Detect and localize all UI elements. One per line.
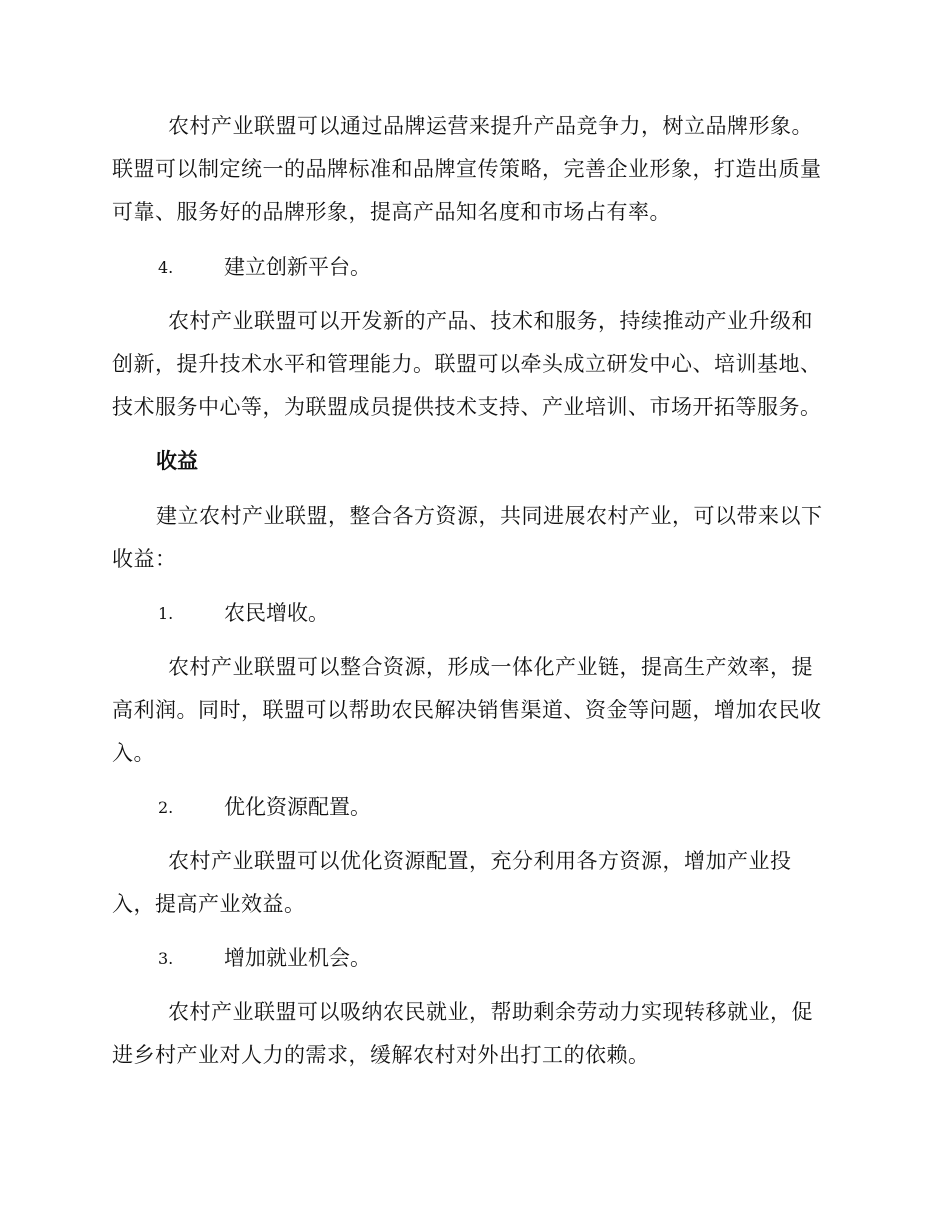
paragraph-line: 高利润。同时，联盟可以帮助农民解决销售渠道、资金等问题，增加农民收 xyxy=(112,698,822,722)
paragraph-line: 可靠、服务好的品牌形象，提高产品知名度和市场占有率。 xyxy=(112,200,671,224)
paragraph-line: 农村产业联盟可以通过品牌运营来提升产品竞争力，树立品牌形象。 xyxy=(168,114,813,138)
paragraph-line: 入，提高产业效益。 xyxy=(112,892,306,916)
paragraph-line: 进乡村产业对人力的需求，缓解农村对外出打工的依赖。 xyxy=(112,1043,650,1067)
paragraph-line: 技术服务中心等，为联盟成员提供技术支持、产业培训、市场开拓等服务。 xyxy=(112,395,822,419)
list-item-title: 优化资源配置。 xyxy=(224,795,371,819)
paragraph-line: 收益： xyxy=(112,547,177,571)
list-item-3 xyxy=(158,943,371,974)
paragraph-line: 农村产业联盟可以整合资源，形成一体化产业链，提高生产效率，提 xyxy=(168,655,813,679)
list-item-number: 2. xyxy=(158,798,174,817)
list-item-4 xyxy=(158,252,371,283)
paragraph-line: 创新，提升技术水平和管理能力。联盟可以牵头成立研发中心、培训基地、 xyxy=(112,352,822,376)
paragraph-line: 农村产业联盟可以吸纳农民就业，帮助剩余劳动力实现转移就业，促 xyxy=(168,1000,813,1024)
paragraph-line: 入。 xyxy=(112,741,155,765)
list-item-number: 3. xyxy=(158,949,174,968)
list-item-title: 农民增收。 xyxy=(224,601,329,625)
list-item-1 xyxy=(158,598,329,629)
paragraph-line: 农村产业联盟可以开发新的产品、技术和服务，持续推动产业升级和 xyxy=(168,309,813,333)
list-item-number: 4. xyxy=(158,258,174,277)
list-item-title: 建立创新平台。 xyxy=(224,255,371,279)
paragraph-farmer-income xyxy=(112,646,838,775)
paragraph-resource-allocation xyxy=(112,840,838,926)
paragraph-innovation-platform xyxy=(112,300,838,429)
list-item-title: 增加就业机会。 xyxy=(224,946,371,970)
paragraph-line: 农村产业联盟可以优化资源配置，充分利用各方资源，增加产业投 xyxy=(168,849,792,873)
paragraph-employment xyxy=(112,991,838,1077)
paragraph-benefits-intro xyxy=(112,495,838,581)
paragraph-brand-operation xyxy=(112,105,838,234)
list-item-2 xyxy=(158,792,371,823)
list-item-number: 1. xyxy=(158,604,174,623)
section-heading: 收益 xyxy=(156,448,198,473)
paragraph-line: 建立农村产业联盟，整合各方资源，共同进展农村产业，可以带来以下 xyxy=(156,504,823,528)
paragraph-line: 联盟可以制定统一的品牌标准和品牌宣传策略，完善企业形象，打造出质量 xyxy=(112,157,822,181)
